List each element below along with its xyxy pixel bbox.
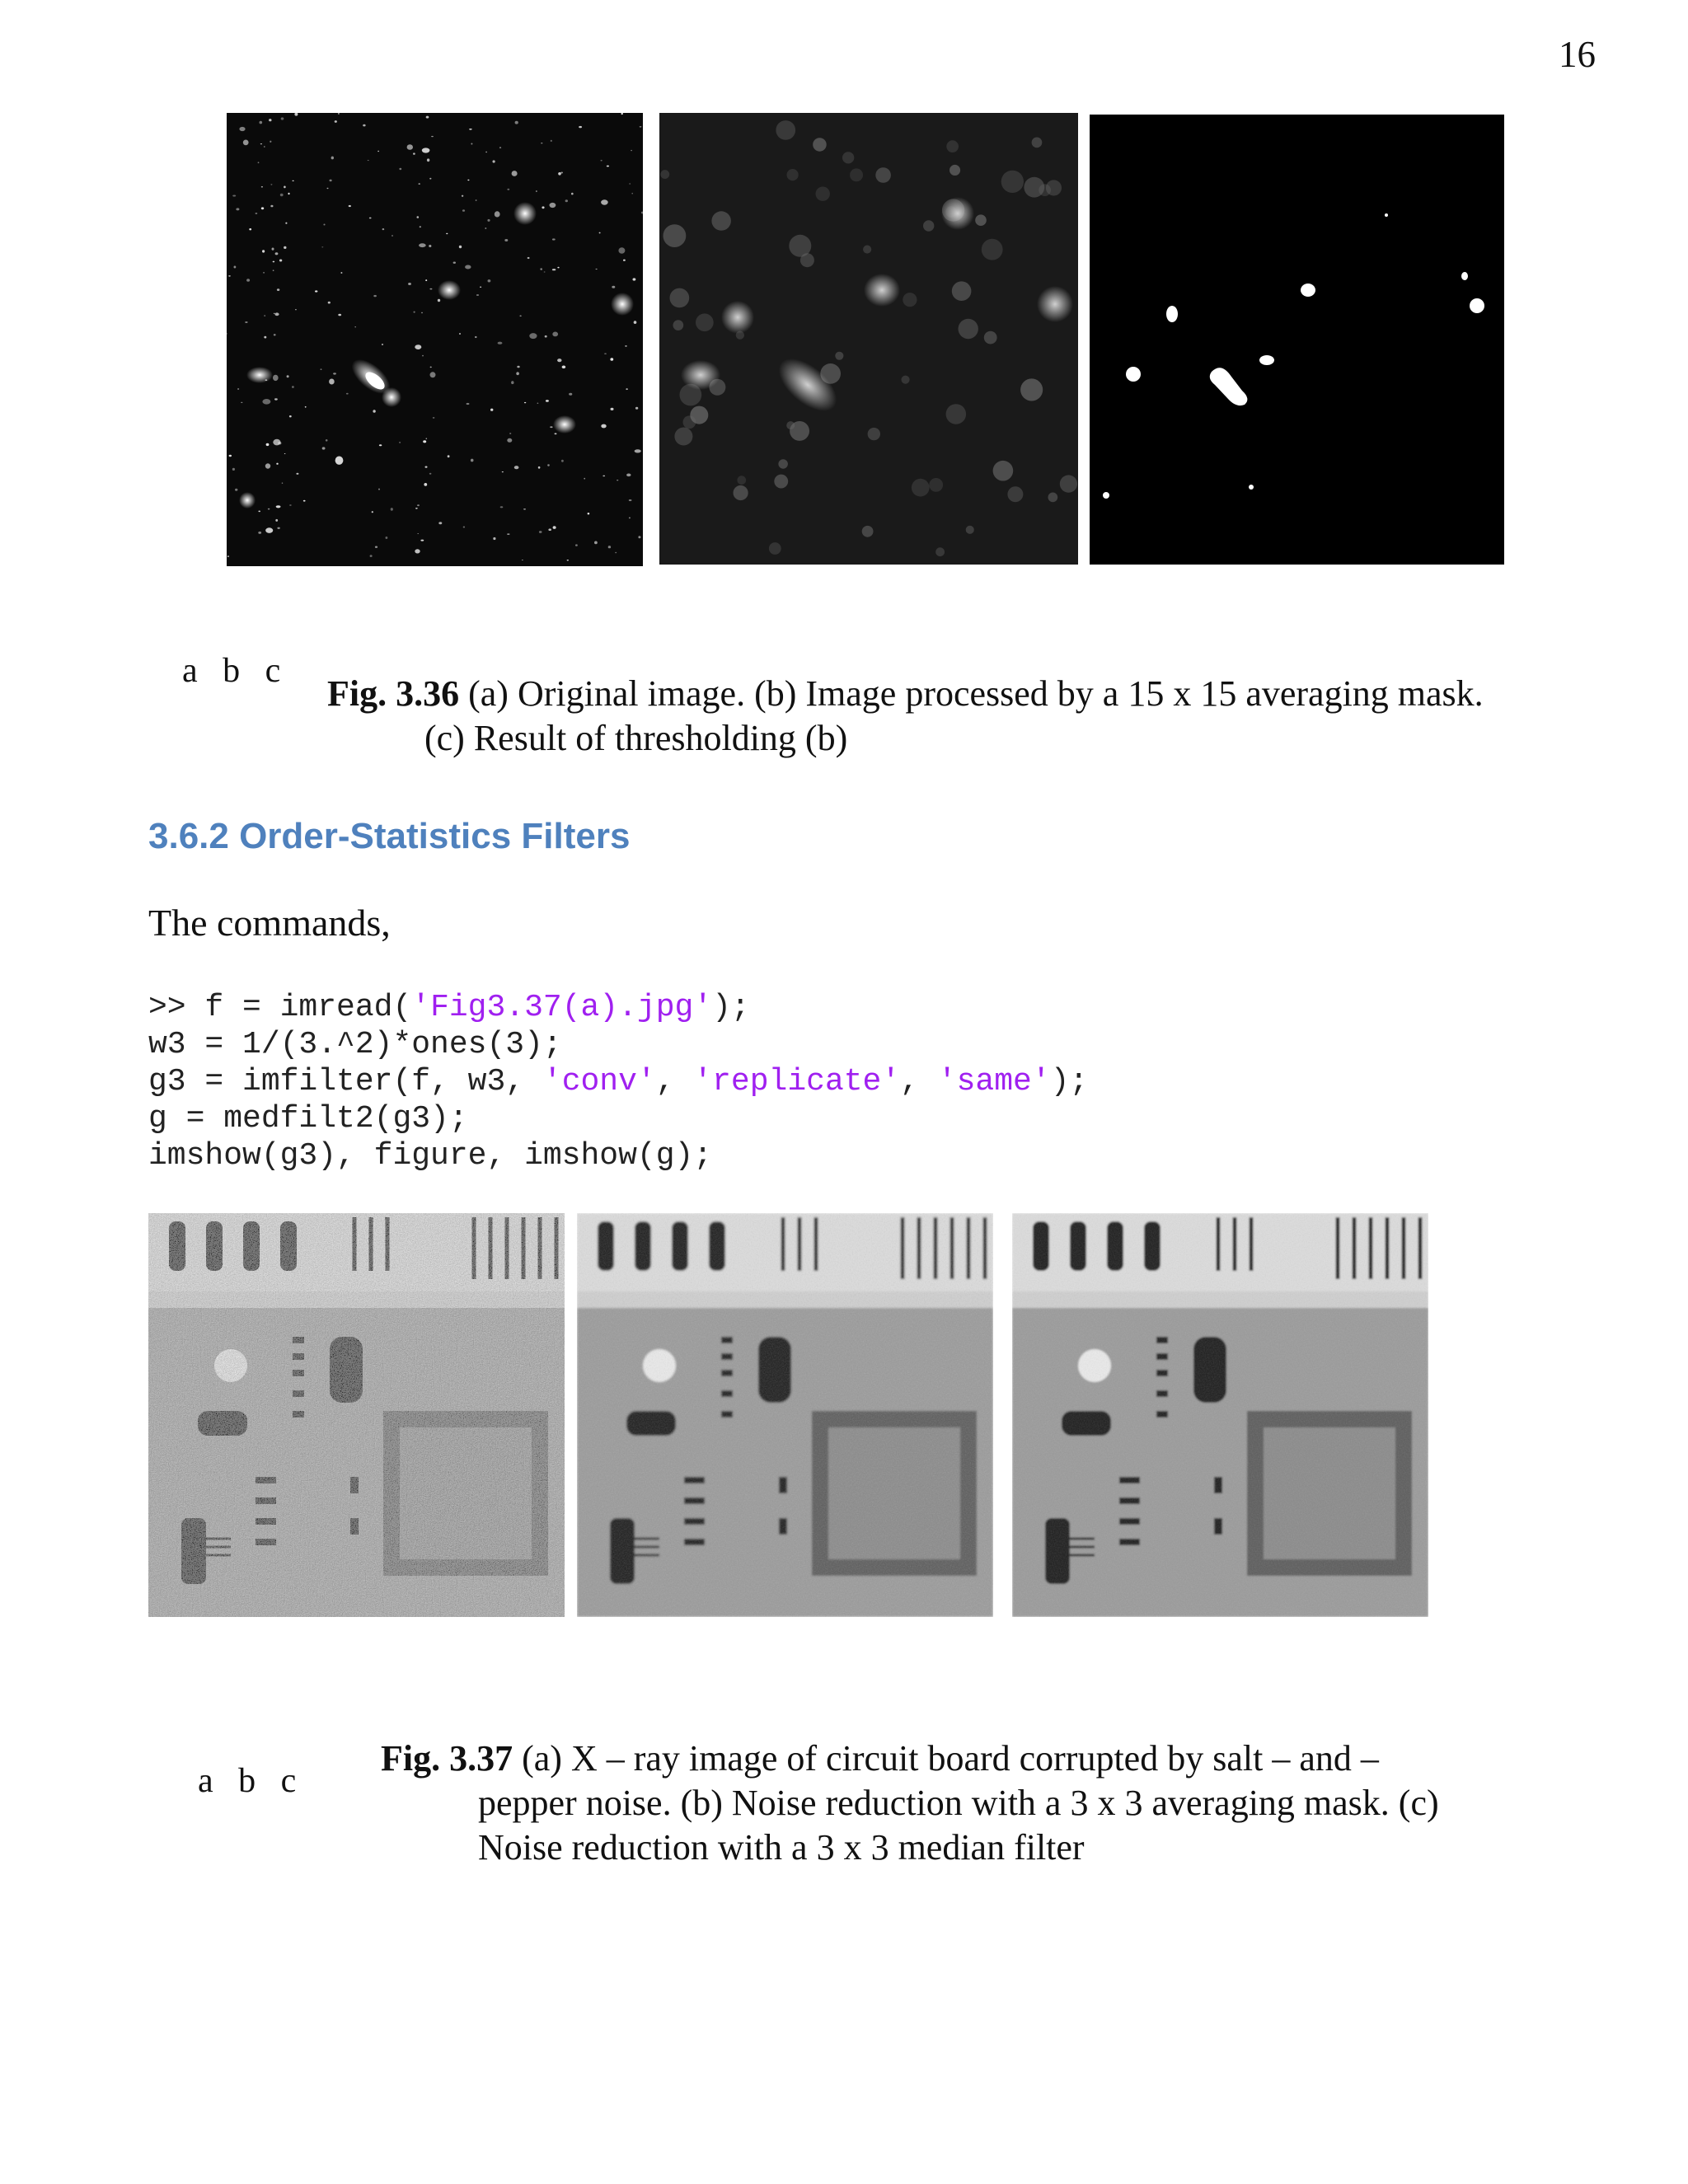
figure-3-36-caption	[327, 672, 1564, 761]
figure-3-37c-median-filtered-xray	[1012, 1213, 1428, 1617]
caption-text-line2: (c) Result of thresholding (b)	[424, 718, 848, 758]
caption-text: (a) Original image. (b) Image processed by a 15 x 15 averaging mask.	[459, 673, 1484, 714]
code-line-5: imshow(g3), figure, imshow(g);	[148, 1138, 713, 1174]
caption-label: Fig. 3.37	[381, 1738, 513, 1779]
code-line-4: g = medfilt2(g3);	[148, 1101, 468, 1137]
page-number: 16	[1559, 34, 1596, 75]
code-line-1: >> f = imread('Fig3.37(a).jpg');	[148, 990, 750, 1025]
caption-text-line2: pepper noise. (b) Noise reduction with a 3 x 3 averaging mask. (c)	[478, 1783, 1439, 1823]
figure-3-37-sublabels: a b c	[198, 1762, 305, 1800]
figure-3-36-sublabels: a b c	[182, 652, 289, 690]
figure-3-37a-noisy-xray-circuit-board	[148, 1213, 565, 1617]
figure-3-36c-thresholded-image	[1090, 115, 1504, 565]
body-paragraph: The commands,	[148, 902, 391, 944]
figure-3-37b-averaged-xray	[577, 1213, 993, 1617]
figure-3-36b-averaged-image	[659, 113, 1078, 565]
figure-3-36a-original-galaxy-image	[227, 113, 643, 566]
section-heading: 3.6.2 Order-Statistics Filters	[148, 816, 631, 856]
caption-label: Fig. 3.36	[327, 673, 460, 714]
figure-3-37-caption	[381, 1736, 1617, 1870]
caption-text: (a) X – ray image of circuit board corrupted by salt – and –	[513, 1738, 1379, 1779]
code-block	[148, 989, 1088, 1174]
code-line-2: w3 = 1/(3.^2)*ones(3);	[148, 1027, 562, 1062]
code-line-3: g3 = imfilter(f, w3, 'conv', 'replicate', 'same');	[148, 1064, 1089, 1099]
caption-text-line3: Noise reduction with a 3 x 3 median filter	[478, 1827, 1085, 1868]
